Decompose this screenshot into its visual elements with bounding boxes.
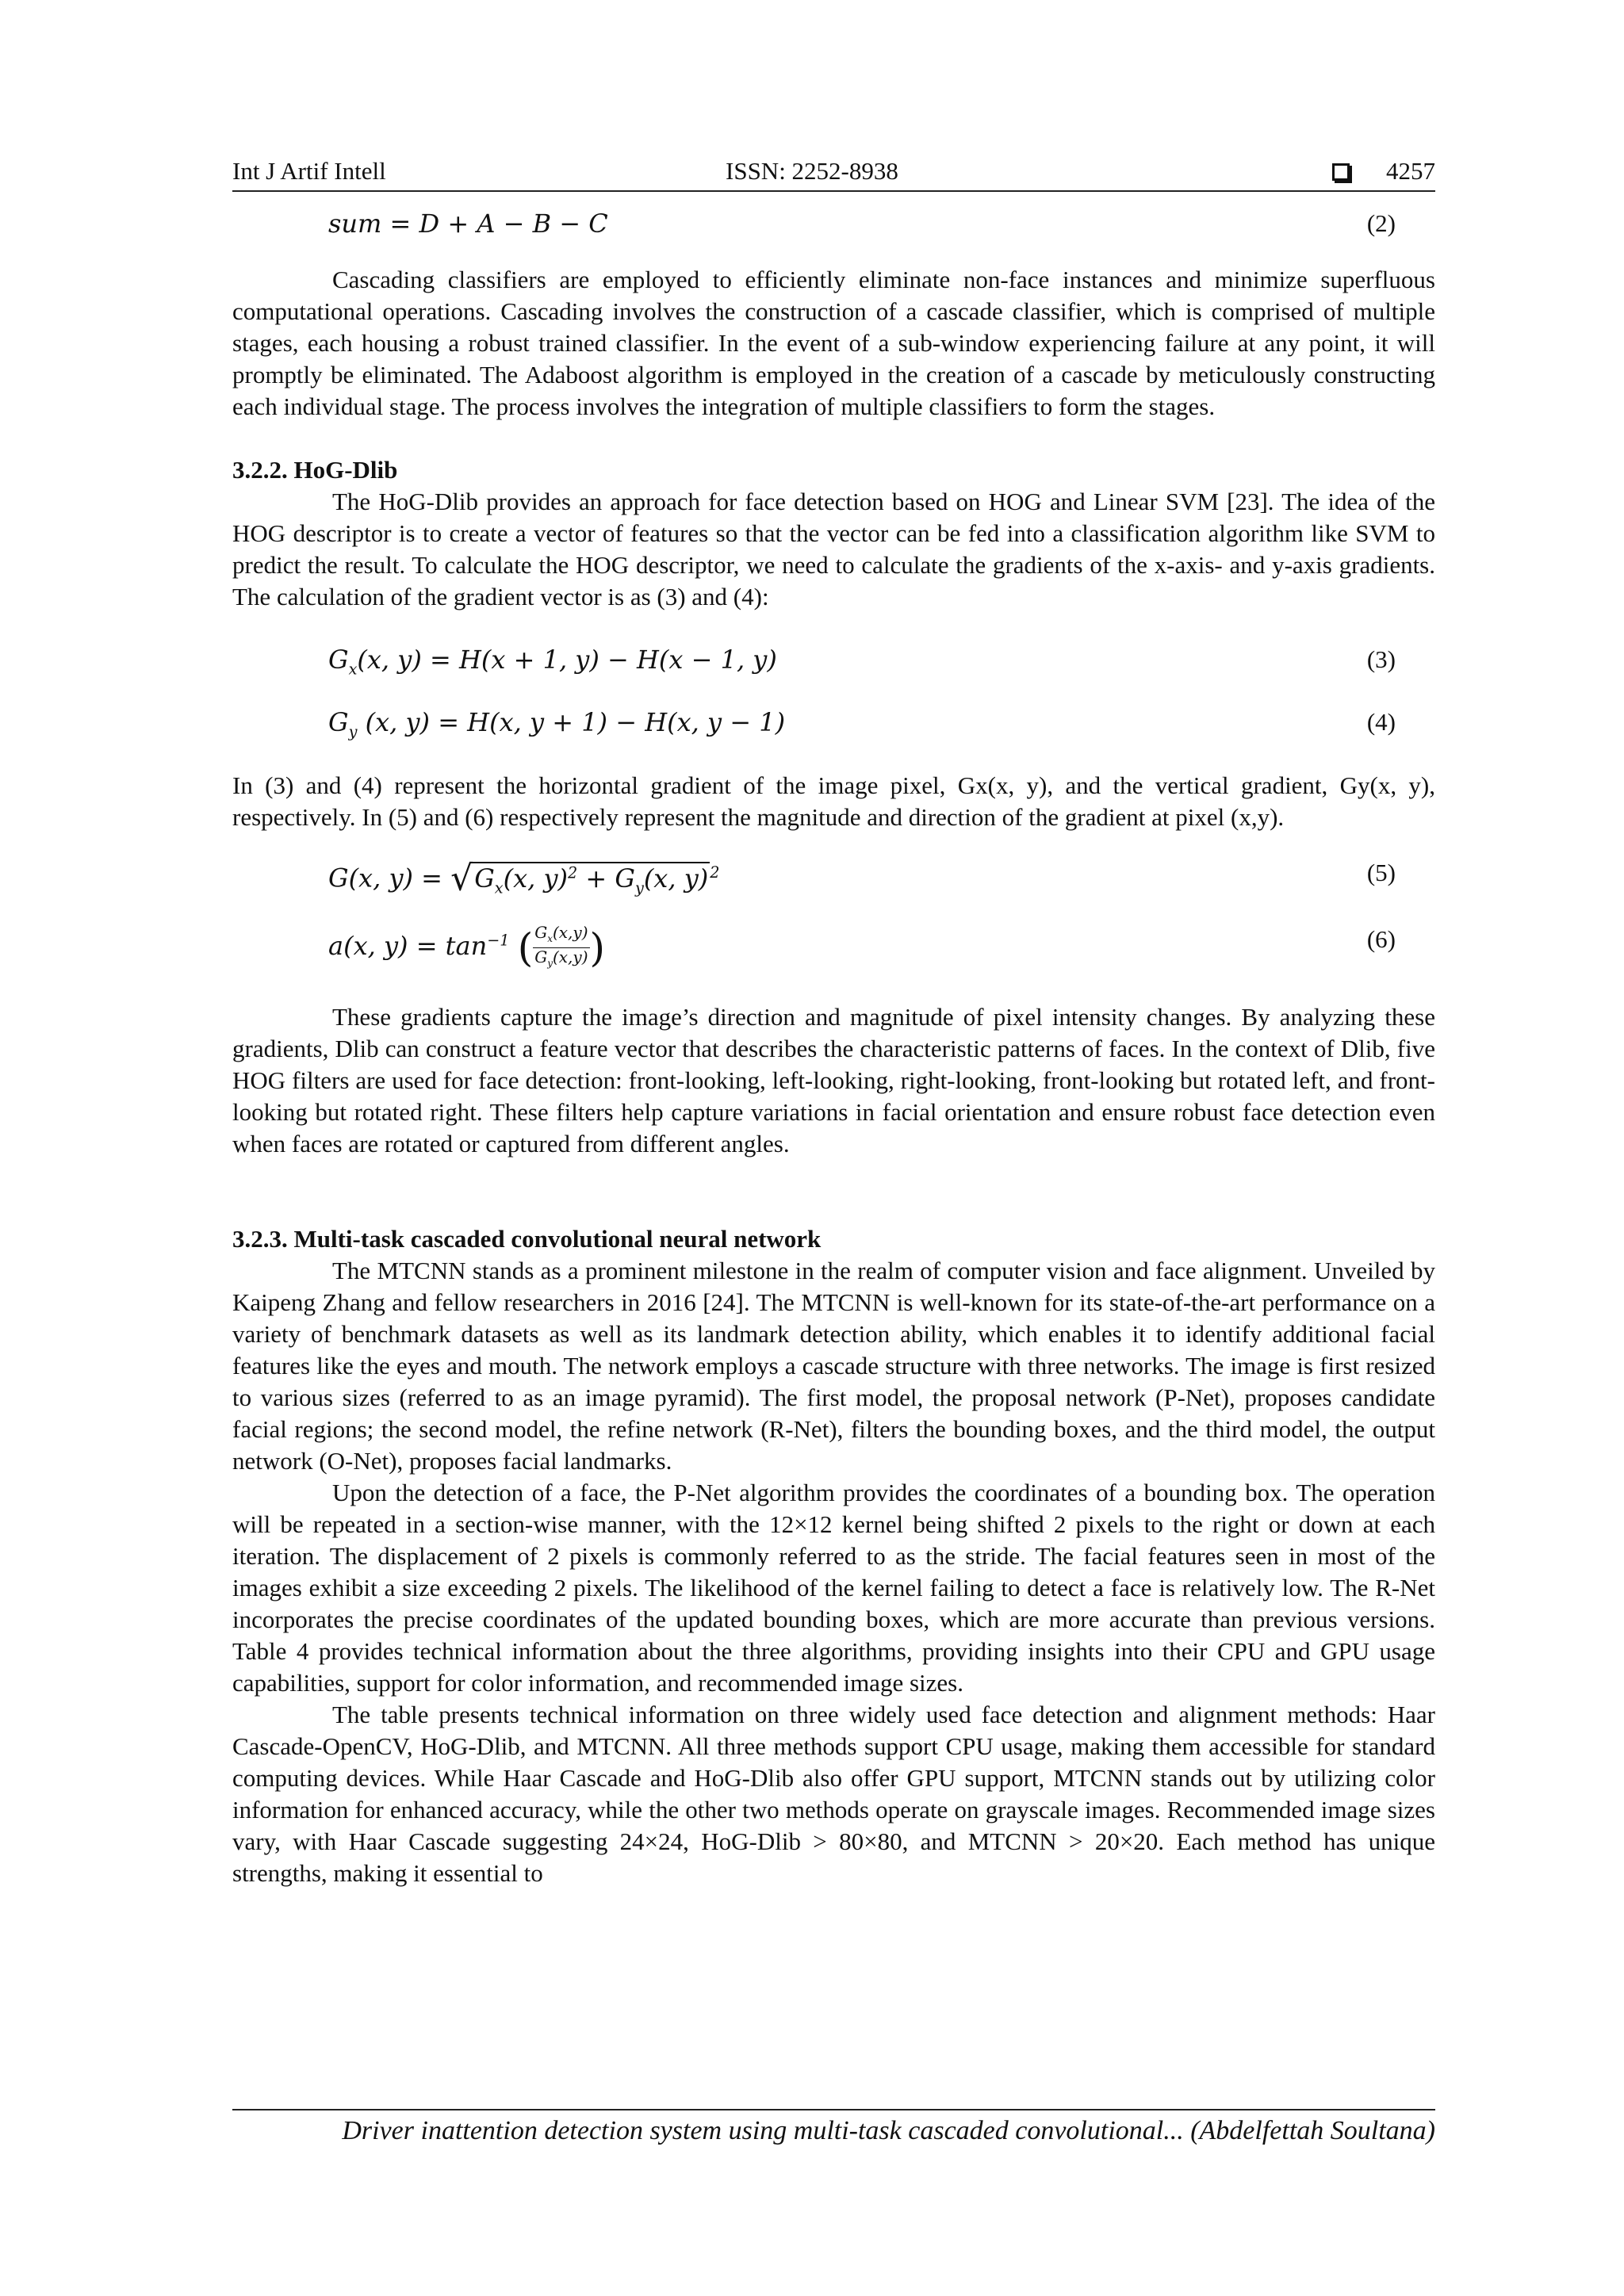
running-footer [232,2109,1435,2147]
equation-3 [232,644,1435,679]
equation-4-number: (4) [1366,708,1396,736]
equation-6-body: a(x, $y) = \tan^{-1}$ ( $\frac{G_x(x,y)}{G_y(x,y)}$ ) [328,923,606,971]
paragraph-pnet: Upon the detection of a face, the P-Net algorithm provides the coordinates of a bounding box. The operation will be repeated in a section-wise manner, with the 12×12 kernel being shifted 2 pixels to the right or down at each iteration. The displacement of 2 pixels is commonly referred to as the stride. The facial features seen in most of the images exhibit a size exceeding 2 pixels. The likelihood of the kernel failing to detect a face is relatively low. The R-Net incorporates the precise coordinates of the updated bounding boxes, which are more accurate than previous versions. Table 4 provides technical information about the three algorithms, providing insights into their CPU and GPU usage capabilities, support for color information, and recommended image sizes. [232,1479,1435,1697]
equation-4 [232,706,1435,741]
equation-2-body: sum = D + A − B − C [328,209,608,239]
equation-6-number: (6) [1366,925,1396,953]
issn: ISSN: 2252-8938 [726,157,898,185]
equation-5 [232,857,1435,899]
heading-hog-dlib: 3.2.2. HoG-Dlib [232,456,398,484]
equation-5-body: G(x, $y) = √G_x(x$, $y)^2 + G_y(x$, y) $^2$ [328,858,720,899]
footer-caption: Driver inattention detection system using multi-task cascaded convolutional... (Abdelfettah Soultana) [342,2116,1435,2145]
equation-3-body: $G_x(x$, y) = H(x + 1, y) − H(x − 1, y) [328,645,777,679]
paragraph-gradient-explain: In (3) and (4) represent the horizontal gradient of the image pixel, Gx(x, y), and the vertical gradient, Gy(x, y), respectively. In (5) and (6) respectively represent the magnitude and direction of the gradient at pixel (x,y). [232,771,1435,831]
equation-2 [232,208,1435,239]
main-content [232,208,1435,1889]
equation-2-number: (2) [1366,209,1396,237]
page-number: 4257 [1386,157,1435,185]
paragraph-table-summary: The table presents technical information on three widely used face detection and alignment methods: Haar Cascade-OpenCV, HoG-Dlib, and MTCNN. All three methods support CPU usage, making them accessible for standard computing devices. While Haar Cascade and HoG-Dlib also offer GPU support, MTCNN stands out by utilizing color information for enhanced accuracy, while the other two methods operate on grayscale images. Recommended image sizes vary, with Haar Cascade suggesting 24×24, HoG-Dlib > 80×80, and MTCNN > 20×20. Each method has unique strengths, making it essential to [232,1701,1435,1887]
paragraph-hog-intro: The HoG-Dlib provides an approach for face detection based on HOG and Linear SVM [23]. The idea of the HOG descriptor is to create a vector of features so that the vector can be fed into a classification algorithm like SVM to predict the result. To calculate the HOG descriptor, we need to calculate the gradients of the x-axis- and y-axis gradients. The calculation of the gradient vector is as (3) and (4): [232,488,1435,610]
page-number-block [1332,155,1435,187]
equation-6 [232,906,1435,973]
running-header [232,155,1435,192]
equation-4-body: $G_y$ (x, y) = H(x, y + 1) − H(x, y − 1) [328,707,786,741]
paragraph-mtcnn-intro: The MTCNN stands as a prominent milestone in the realm of computer vision and face alignment. Unveiled by Kaipeng Zhang and fellow researchers in 2016 [24]. The MTCNN is well-known for its state-of-the-art performance on a variety of benchmark datasets as well as its landmark detection ability, which enables it to identify additional facial features like the eyes and mouth. The network employs a cascade structure with three networks. The image is first resized to various sizes (referred to as an image pyramid). The first model, the proposal network (P-Net), proposes candidate facial regions; the second model, the refine network (R-Net), filters the bounding boxes, and the third model, the output network (O-Net), proposes facial landmarks. [232,1257,1435,1475]
square-box-icon [1332,163,1350,181]
journal-name: Int J Artif Intell [232,157,386,185]
paragraph-cascading: Cascading classifiers are employed to efficiently eliminate non-face instances and minimize superfluous computational operations. Cascading involves the construction of a cascade classifier, which is comprised of multiple stages, each housing a robust trained classifier. In the event of a sub-window experiencing failure at any point, it will promptly be eliminated. The Adaboost algorithm is employed in the creation of a cascade by meticulously constructing each individual stage. The process involves the integration of multiple classifiers to form the stages. [232,266,1435,420]
heading-mtcnn: 3.2.3. Multi-task cascaded convolutional neural network [232,1225,822,1253]
equation-3-number: (3) [1366,645,1396,673]
paragraph-gradients-capture: These gradients capture the image’s direction and magnitude of pixel intensity changes. By analyzing these gradients, Dlib can construct a feature vector that describes the characteristic patterns of faces. In the context of Dlib, five HOG filters are used for face detection: front-looking, left-looking, right-looking, front-looking but rotated left, and front-looking but rotated right. These filters help capture variations in facial orientation and ensure robust face detection even when faces are rotated or captured from different angles. [232,1003,1435,1158]
equation-5-number: (5) [1366,859,1396,886]
